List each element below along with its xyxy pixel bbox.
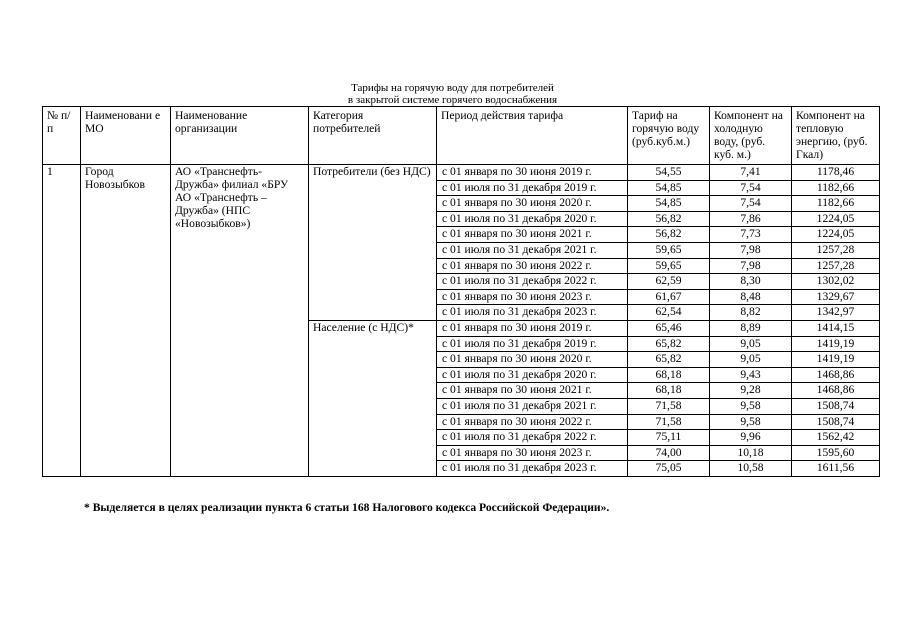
cold-water-component: 9,58	[710, 414, 792, 430]
cold-water-component: 8,30	[710, 274, 792, 290]
table-row	[43, 165, 880, 181]
tariff-period: с 01 июля по 31 декабря 2020 г.	[437, 211, 628, 227]
heat-energy-component: 1508,74	[792, 398, 880, 414]
heat-energy-component: 1182,66	[792, 180, 880, 196]
heat-energy-component: 1595,60	[792, 445, 880, 461]
tariff-value: 62,59	[628, 274, 710, 290]
tariff-value: 71,58	[628, 414, 710, 430]
cold-water-component: 9,96	[710, 430, 792, 446]
tariff-period: с 01 января по 30 июня 2023 г.	[437, 445, 628, 461]
heat-energy-component: 1508,74	[792, 414, 880, 430]
heat-energy-component: 1468,86	[792, 367, 880, 383]
tariff-value: 59,65	[628, 258, 710, 274]
tariff-table	[42, 106, 880, 477]
heat-energy-component: 1224,05	[792, 227, 880, 243]
tariff-period: с 01 января по 30 июня 2022 г.	[437, 414, 628, 430]
cold-water-component: 8,82	[710, 305, 792, 321]
tariff-value: 62,54	[628, 305, 710, 321]
header-tariff: Тариф на горячую воду (руб.куб.м.)	[628, 107, 710, 165]
cold-water-component: 10,18	[710, 445, 792, 461]
tariff-period: с 01 января по 30 июня 2020 г.	[437, 352, 628, 368]
heat-energy-component: 1224,05	[792, 211, 880, 227]
tariff-value: 56,82	[628, 227, 710, 243]
header-org: Наименование организации	[171, 107, 309, 165]
tariff-period: с 01 июля по 31 декабря 2021 г.	[437, 398, 628, 414]
cold-water-component: 7,54	[710, 180, 792, 196]
header-category: Категория потребителей	[309, 107, 437, 165]
heat-energy-component: 1468,86	[792, 383, 880, 399]
heat-energy-component: 1329,67	[792, 289, 880, 305]
tariff-period: с 01 января по 30 июня 2021 г.	[437, 227, 628, 243]
tariff-period: с 01 июля по 31 декабря 2022 г.	[437, 274, 628, 290]
tariff-period: с 01 июля по 31 декабря 2023 г.	[437, 305, 628, 321]
tariff-period: с 01 января по 30 июня 2019 г.	[437, 320, 628, 336]
header-cold: Компонент на холодную воду, (руб. куб. м.)	[710, 107, 792, 165]
municipality-name: Город Новозыбков	[81, 165, 171, 477]
tariff-period: с 01 июля по 31 декабря 2019 г.	[437, 336, 628, 352]
document-title	[0, 82, 905, 106]
consumer-category: Население (с НДС)*	[309, 320, 437, 476]
header-row	[43, 107, 880, 165]
heat-energy-component: 1342,97	[792, 305, 880, 321]
tariff-value: 65,82	[628, 336, 710, 352]
tariff-value: 74,00	[628, 445, 710, 461]
heat-energy-component: 1257,28	[792, 258, 880, 274]
title-line-1: Тарифы на горячую воду для потребителей	[351, 82, 554, 94]
tariff-period: с 01 января по 30 июня 2019 г.	[437, 165, 628, 181]
cold-water-component: 9,05	[710, 336, 792, 352]
cold-water-component: 7,98	[710, 242, 792, 258]
tariff-value: 54,85	[628, 180, 710, 196]
heat-energy-component: 1414,15	[792, 320, 880, 336]
heat-energy-component: 1182,66	[792, 196, 880, 212]
tariff-value: 68,18	[628, 367, 710, 383]
consumer-category: Потребители (без НДС)	[309, 165, 437, 321]
heat-energy-component: 1419,19	[792, 336, 880, 352]
tariff-period: с 01 июля по 31 декабря 2020 г.	[437, 367, 628, 383]
tariff-value: 68,18	[628, 383, 710, 399]
tariff-value: 75,11	[628, 430, 710, 446]
cold-water-component: 9,28	[710, 383, 792, 399]
cold-water-component: 10,58	[710, 461, 792, 477]
tariff-value: 56,82	[628, 211, 710, 227]
heat-energy-component: 1257,28	[792, 242, 880, 258]
tariff-value: 54,55	[628, 165, 710, 181]
cold-water-component: 7,54	[710, 196, 792, 212]
cold-water-component: 9,05	[710, 352, 792, 368]
tariff-value: 61,67	[628, 289, 710, 305]
cold-water-component: 9,58	[710, 398, 792, 414]
cold-water-component: 7,41	[710, 165, 792, 181]
title-line-2: в закрытой системе горячего водоснабжения	[347, 94, 558, 106]
footnote: * Выделяется в целях реализации пункта 6 статьи 168 Налогового кодекса Российской Федерации».	[84, 501, 610, 514]
tariff-value: 71,58	[628, 398, 710, 414]
tariff-period: с 01 июля по 31 декабря 2023 г.	[437, 461, 628, 477]
table-body	[43, 165, 880, 477]
cold-water-component: 7,73	[710, 227, 792, 243]
heat-energy-component: 1178,46	[792, 165, 880, 181]
tariff-value: 65,82	[628, 352, 710, 368]
heat-energy-component: 1562,42	[792, 430, 880, 446]
tariff-period: с 01 июля по 31 декабря 2022 г.	[437, 430, 628, 446]
header-period: Период действия тарифа	[437, 107, 628, 165]
cold-water-component: 8,48	[710, 289, 792, 305]
cold-water-component: 8,89	[710, 320, 792, 336]
cold-water-component: 9,43	[710, 367, 792, 383]
tariff-value: 75,05	[628, 461, 710, 477]
organization-name: АО «Транснефть-Дружба» филиал «БРУ АО «Транснефть – Дружба» (НПС «Новозыбков»)	[171, 165, 309, 477]
header-mo: Наименовани е МО	[81, 107, 171, 165]
tariff-period: с 01 января по 30 июня 2023 г.	[437, 289, 628, 305]
tariff-value: 59,65	[628, 242, 710, 258]
tariff-period: с 01 января по 30 июня 2021 г.	[437, 383, 628, 399]
tariff-period: с 01 июля по 31 декабря 2019 г.	[437, 180, 628, 196]
header-num: № п/п	[43, 107, 81, 165]
tariff-period: с 01 января по 30 июня 2022 г.	[437, 258, 628, 274]
tariff-value: 65,46	[628, 320, 710, 336]
header-heat: Компонент на тепловую энергию, (руб. Гкал)	[792, 107, 880, 165]
cold-water-component: 7,86	[710, 211, 792, 227]
heat-energy-component: 1302,02	[792, 274, 880, 290]
tariff-period: с 01 июля по 31 декабря 2021 г.	[437, 242, 628, 258]
cold-water-component: 7,98	[710, 258, 792, 274]
heat-energy-component: 1611,56	[792, 461, 880, 477]
tariff-value: 54,85	[628, 196, 710, 212]
tariff-period: с 01 января по 30 июня 2020 г.	[437, 196, 628, 212]
row-number: 1	[43, 165, 81, 477]
heat-energy-component: 1419,19	[792, 352, 880, 368]
